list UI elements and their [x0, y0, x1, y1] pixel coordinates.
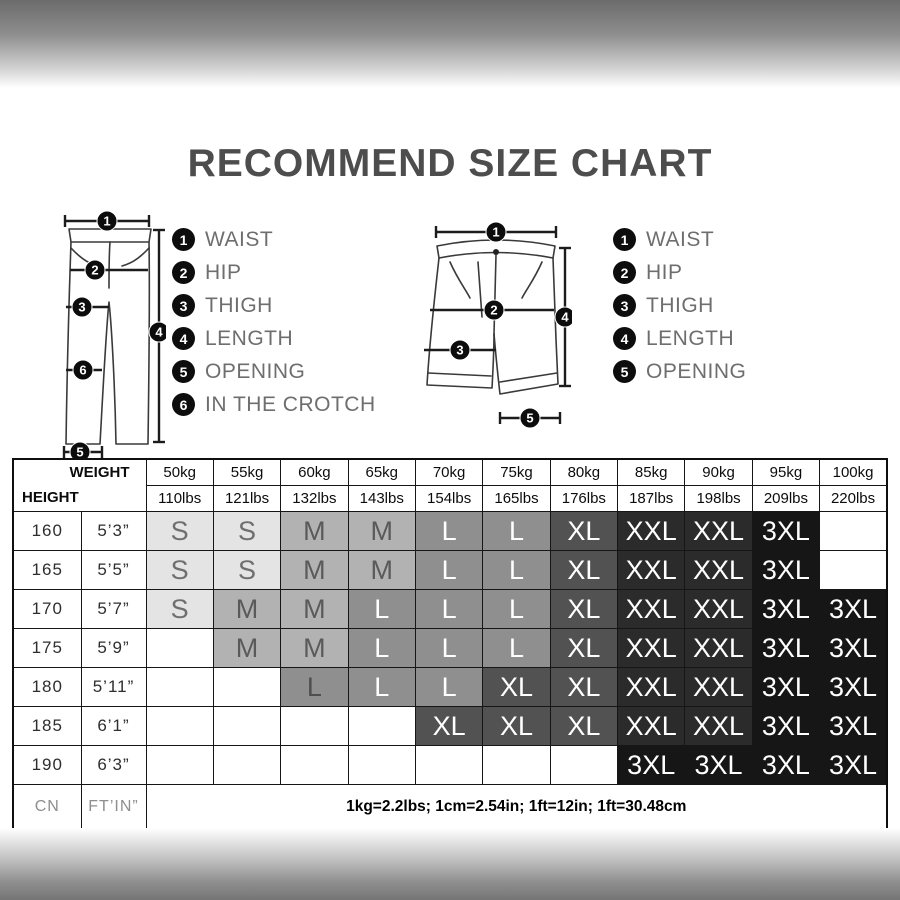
legend-item-in-the-crotch [172, 388, 376, 421]
height-ftin-cell: 5’5” [81, 551, 146, 590]
size-cell-xxl: XXL [618, 629, 685, 668]
size-cell-xxl: XXL [618, 512, 685, 551]
weight-kg-header: 60kg [281, 459, 348, 486]
size-cell-empty [146, 746, 213, 785]
legend-item-opening [613, 355, 746, 388]
size-cell-empty [281, 746, 348, 785]
size-cell-empty [483, 746, 550, 785]
size-cell-xxl: XXL [685, 629, 752, 668]
shorts-measurement-lines [424, 226, 571, 424]
bottom-gradient-bar [0, 828, 900, 900]
size-cell-xl: XL [550, 512, 617, 551]
size-cell-s: S [146, 551, 213, 590]
size-cell-m: M [281, 590, 348, 629]
weight-kg-header: 95kg [752, 459, 819, 486]
size-cell-l: L [415, 668, 482, 707]
number-badge-icon: 4 [613, 327, 636, 350]
size-cell-3xl: 3XL [752, 629, 819, 668]
height-ftin-cell: 6’3” [81, 746, 146, 785]
shorts-marker-thigh [450, 340, 470, 360]
size-cell-empty [213, 668, 280, 707]
height-ftin-cell: 5’9” [81, 629, 146, 668]
marker-number: 3 [78, 299, 86, 315]
size-cell-3xl: 3XL [752, 668, 819, 707]
weight-kg-header: 65kg [348, 459, 415, 486]
size-cell-3xl: 3XL [752, 512, 819, 551]
size-cell-s: S [146, 590, 213, 629]
size-cell-l: L [483, 629, 550, 668]
weight-kg-header: 70kg [415, 459, 482, 486]
weight-lbs-header: 143lbs [348, 486, 415, 512]
number-badge-icon: 2 [172, 261, 195, 284]
size-cell-l: L [415, 551, 482, 590]
marker-number: 4 [155, 324, 163, 340]
number-badge-icon: 3 [613, 294, 636, 317]
size-cell-l: L [348, 629, 415, 668]
size-cell-3xl: 3XL [820, 668, 887, 707]
height-cm-cell: 185 [13, 707, 81, 746]
weight-lbs-header: 132lbs [281, 486, 348, 512]
table-row [13, 590, 887, 629]
size-cell-xl: XL [550, 590, 617, 629]
size-cell-l: L [348, 668, 415, 707]
size-cell-xl: XL [483, 668, 550, 707]
size-cell-3xl: 3XL [752, 590, 819, 629]
size-cell-xxl: XXL [618, 707, 685, 746]
size-cell-l: L [483, 551, 550, 590]
size-cell-3xl: 3XL [820, 590, 887, 629]
size-cell-m: M [281, 551, 348, 590]
shorts-marker-opening [520, 408, 540, 428]
size-cell-empty [820, 512, 887, 551]
size-cell-empty [146, 707, 213, 746]
legend-label: THIGH [205, 293, 273, 317]
marker-number: 1 [103, 213, 111, 229]
table-row [13, 707, 887, 746]
weight-lbs-header: 187lbs [618, 486, 685, 512]
size-cell-xl: XL [550, 629, 617, 668]
pants-marker-hip [85, 260, 105, 280]
size-cell-s: S [213, 551, 280, 590]
size-cell-empty [213, 746, 280, 785]
footer-ftin-label: FT’IN” [81, 785, 146, 831]
size-cell-xxl: XXL [618, 590, 685, 629]
size-cell-l: L [483, 590, 550, 629]
legend-item-length [172, 322, 376, 355]
marker-number: 1 [492, 224, 500, 240]
size-cell-m: M [281, 512, 348, 551]
legend-item-hip [172, 256, 376, 289]
legend-label: WAIST [205, 227, 274, 251]
size-cell-m: M [348, 512, 415, 551]
size-cell-3xl: 3XL [752, 746, 819, 785]
legend-label: THIGH [646, 293, 714, 317]
size-cell-3xl: 3XL [820, 707, 887, 746]
size-cell-empty [146, 668, 213, 707]
size-cell-m: M [348, 551, 415, 590]
shorts-marker-hip [484, 300, 504, 320]
size-cell-3xl: 3XL [618, 746, 685, 785]
size-cell-l: L [415, 590, 482, 629]
page-title: RECOMMEND SIZE CHART [187, 142, 713, 185]
number-badge-icon: 5 [172, 360, 195, 383]
pants-outline [66, 229, 151, 444]
size-cell-l: L [415, 512, 482, 551]
pants-marker-opening [70, 442, 90, 458]
weight-kg-header: 55kg [213, 459, 280, 486]
number-badge-icon: 6 [172, 393, 195, 416]
legend-item-thigh [613, 289, 746, 322]
height-cm-cell: 175 [13, 629, 81, 668]
height-ftin-cell: 5’11” [81, 668, 146, 707]
number-badge-icon: 1 [613, 228, 636, 251]
size-cell-empty [820, 551, 887, 590]
legend-item-opening [172, 355, 376, 388]
number-badge-icon: 4 [172, 327, 195, 350]
size-cell-empty [146, 629, 213, 668]
size-cell-m: M [213, 629, 280, 668]
weight-kg-header: 90kg [685, 459, 752, 486]
marker-number: 2 [91, 262, 99, 278]
weight-lbs-header: 176lbs [550, 486, 617, 512]
weight-axis-label: WEIGHT [69, 464, 130, 481]
marker-number: 2 [490, 302, 498, 318]
height-cm-cell: 160 [13, 512, 81, 551]
conversion-note: 1kg=2.2lbs; 1cm=2.54in; 1ft=12in; 1ft=30.48cm [146, 785, 887, 831]
legend-label: OPENING [205, 359, 306, 383]
marker-number: 6 [79, 362, 87, 378]
height-ftin-cell: 6’1” [81, 707, 146, 746]
marker-number: 5 [76, 444, 84, 458]
shorts-marker-length [555, 307, 572, 327]
size-cell-l: L [281, 668, 348, 707]
weight-lbs-header: 198lbs [685, 486, 752, 512]
table-row [13, 746, 887, 785]
size-cell-xxl: XXL [685, 707, 752, 746]
legend-label: WAIST [646, 227, 715, 251]
size-cell-l: L [415, 629, 482, 668]
weight-kg-header: 85kg [618, 459, 685, 486]
legend-item-waist [172, 223, 376, 256]
footer-row [13, 785, 887, 831]
pants-marker-waist [97, 211, 117, 231]
pants-marker-crotch [73, 360, 93, 380]
number-badge-icon: 5 [613, 360, 636, 383]
size-cell-l: L [483, 512, 550, 551]
weight-lbs-header: 165lbs [483, 486, 550, 512]
size-cell-empty [550, 746, 617, 785]
size-cell-3xl: 3XL [685, 746, 752, 785]
size-cell-xl: XL [483, 707, 550, 746]
corner-header-cell [13, 459, 146, 512]
size-cell-xl: XL [550, 551, 617, 590]
weight-kg-header: 80kg [550, 459, 617, 486]
legend-label: OPENING [646, 359, 747, 383]
table-row [13, 551, 887, 590]
size-cell-xxl: XXL [618, 551, 685, 590]
number-badge-icon: 3 [172, 294, 195, 317]
size-cell-empty [348, 746, 415, 785]
shorts-diagram [420, 222, 572, 432]
height-cm-cell: 170 [13, 590, 81, 629]
size-cell-xxl: XXL [618, 668, 685, 707]
height-cm-cell: 190 [13, 746, 81, 785]
size-cell-empty [348, 707, 415, 746]
weight-kg-header: 50kg [146, 459, 213, 486]
size-cell-3xl: 3XL [752, 551, 819, 590]
weight-lbs-header: 220lbs [820, 486, 887, 512]
marker-number: 4 [561, 309, 569, 325]
size-cell-xxl: XXL [685, 590, 752, 629]
weight-lbs-header: 154lbs [415, 486, 482, 512]
pants-marker-length [149, 322, 166, 342]
weight-lbs-header: 121lbs [213, 486, 280, 512]
top-gradient-bar [0, 0, 900, 88]
height-cm-cell: 180 [13, 668, 81, 707]
size-cell-m: M [213, 590, 280, 629]
shorts-marker-waist [486, 222, 506, 242]
weight-lbs-header: 110lbs [146, 486, 213, 512]
marker-number: 5 [526, 410, 534, 426]
size-cell-xl: XL [415, 707, 482, 746]
size-cell-s: S [146, 512, 213, 551]
number-badge-icon: 2 [613, 261, 636, 284]
size-cell-xxl: XXL [685, 512, 752, 551]
size-cell-xl: XL [550, 668, 617, 707]
size-cell-xxl: XXL [685, 668, 752, 707]
size-cell-xl: XL [550, 707, 617, 746]
size-cell-3xl: 3XL [752, 707, 819, 746]
weight-kg-header: 75kg [483, 459, 550, 486]
size-cell-empty [213, 707, 280, 746]
legend-item-waist [613, 223, 746, 256]
legend-label: LENGTH [205, 326, 294, 350]
pants-marker-thigh [72, 297, 92, 317]
footer-cn-label: CN [13, 785, 81, 831]
legend-item-hip [613, 256, 746, 289]
height-axis-label: HEIGHT [22, 489, 79, 506]
size-cell-empty [415, 746, 482, 785]
table-row [13, 512, 887, 551]
size-table [12, 458, 888, 831]
size-cell-3xl: 3XL [820, 746, 887, 785]
size-cell-xxl: XXL [685, 551, 752, 590]
table-row [13, 629, 887, 668]
height-ftin-cell: 5’3” [81, 512, 146, 551]
weight-lbs-header: 209lbs [752, 486, 819, 512]
pants-legend [172, 223, 376, 421]
legend-item-thigh [172, 289, 376, 322]
size-cell-s: S [213, 512, 280, 551]
legend-label: LENGTH [646, 326, 735, 350]
legend-label: IN THE CROTCH [205, 392, 376, 416]
legend-label: HIP [646, 260, 683, 284]
pants-diagram [58, 210, 166, 458]
height-cm-cell: 165 [13, 551, 81, 590]
size-cell-3xl: 3XL [820, 629, 887, 668]
shorts-legend [613, 223, 746, 388]
size-cell-m: M [281, 629, 348, 668]
height-ftin-cell: 5’7” [81, 590, 146, 629]
weight-kg-header: 100kg [820, 459, 887, 486]
legend-label: HIP [205, 260, 242, 284]
size-cell-l: L [348, 590, 415, 629]
marker-number: 3 [456, 342, 464, 358]
size-cell-empty [281, 707, 348, 746]
table-row [13, 668, 887, 707]
number-badge-icon: 1 [172, 228, 195, 251]
legend-item-length [613, 322, 746, 355]
